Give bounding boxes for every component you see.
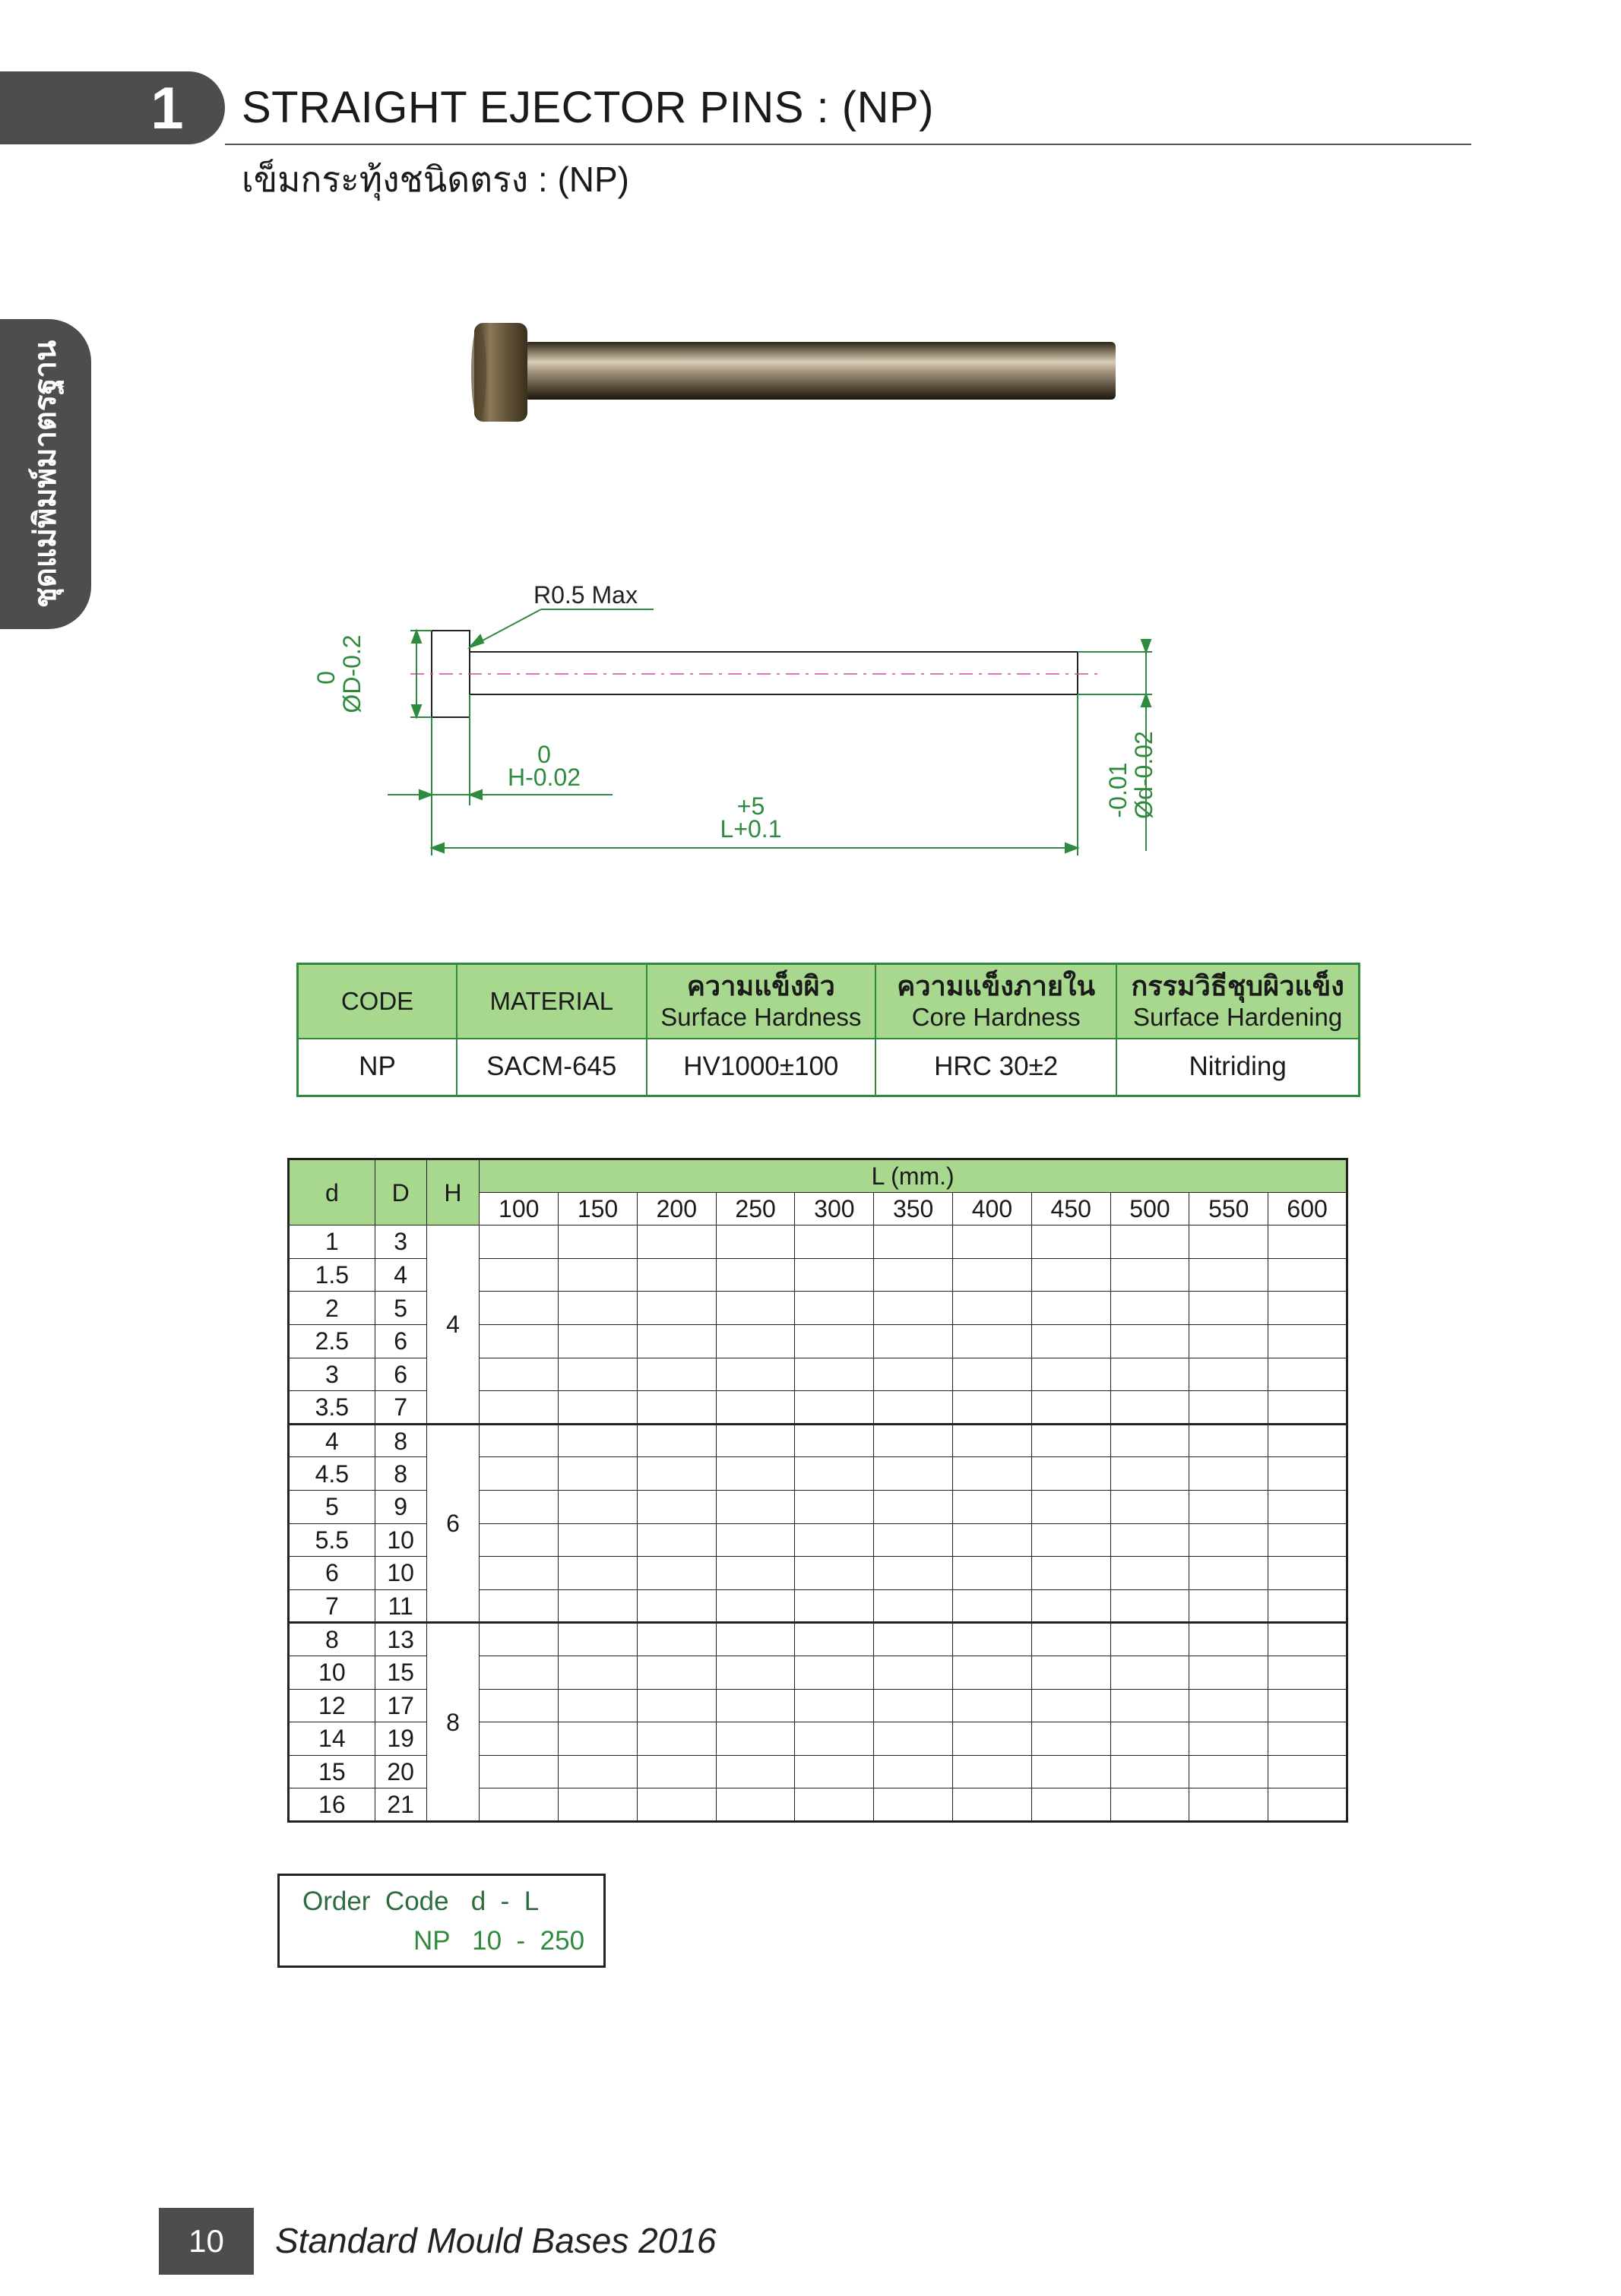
length-header-cell: 300 bbox=[795, 1192, 874, 1225]
availability-cell bbox=[1110, 1391, 1189, 1425]
availability-cell bbox=[1268, 1457, 1347, 1491]
availability-cell bbox=[1189, 1755, 1268, 1788]
availability-cell bbox=[1189, 1589, 1268, 1623]
availability-cell bbox=[795, 1424, 874, 1457]
availability-cell bbox=[480, 1557, 559, 1590]
size-d-cell: 3.5 bbox=[289, 1391, 375, 1425]
availability-cell bbox=[1189, 1623, 1268, 1656]
availability-cell bbox=[1268, 1523, 1347, 1557]
size-D-cell: 3 bbox=[375, 1225, 426, 1259]
availability-cell bbox=[1268, 1391, 1347, 1425]
size-d-cell: 3 bbox=[289, 1358, 375, 1391]
spec-header-material: MATERIAL bbox=[457, 964, 647, 1039]
availability-cell bbox=[716, 1623, 795, 1656]
availability-cell bbox=[637, 1358, 716, 1391]
availability-cell bbox=[559, 1258, 638, 1292]
availability-cell bbox=[559, 1490, 638, 1523]
spec-header-surface-hardening: กรรมวิธีชุบผิวแข็ง Surface Hardening bbox=[1116, 964, 1359, 1039]
availability-cell bbox=[1110, 1358, 1189, 1391]
length-header-cell: 200 bbox=[637, 1192, 716, 1225]
availability-cell bbox=[1268, 1755, 1347, 1788]
size-d-cell: 4 bbox=[289, 1424, 375, 1457]
availability-cell bbox=[795, 1623, 874, 1656]
availability-cell bbox=[480, 1391, 559, 1425]
availability-cell bbox=[559, 1324, 638, 1358]
availability-cell bbox=[637, 1258, 716, 1292]
availability-cell bbox=[874, 1358, 953, 1391]
availability-cell bbox=[559, 1589, 638, 1623]
size-d-cell: 16 bbox=[289, 1788, 375, 1822]
availability-cell bbox=[1110, 1523, 1189, 1557]
order-code-example: NP 10 - 250 bbox=[413, 1926, 585, 1956]
dim-radius-note: R0.5 Max bbox=[533, 581, 638, 609]
size-D-cell: 10 bbox=[375, 1523, 426, 1557]
spec-header-row bbox=[298, 964, 1360, 1039]
spec-material: SACM-645 bbox=[457, 1039, 647, 1096]
availability-cell bbox=[480, 1523, 559, 1557]
size-header-row-1 bbox=[289, 1159, 1347, 1193]
availability-cell bbox=[795, 1656, 874, 1689]
availability-cell bbox=[874, 1324, 953, 1358]
availability-cell bbox=[1110, 1656, 1189, 1689]
availability-cell bbox=[1189, 1324, 1268, 1358]
availability-cell bbox=[1031, 1358, 1110, 1391]
size-D-cell: 19 bbox=[375, 1722, 426, 1756]
size-d-cell: 15 bbox=[289, 1755, 375, 1788]
availability-cell bbox=[953, 1523, 1032, 1557]
availability-cell bbox=[874, 1391, 953, 1425]
availability-cell bbox=[637, 1589, 716, 1623]
size-header-D: D bbox=[375, 1159, 426, 1225]
availability-cell bbox=[559, 1358, 638, 1391]
availability-cell bbox=[1031, 1523, 1110, 1557]
availability-cell bbox=[1268, 1258, 1347, 1292]
availability-cell bbox=[716, 1457, 795, 1491]
availability-cell bbox=[1268, 1557, 1347, 1590]
availability-cell bbox=[1031, 1391, 1110, 1425]
availability-cell bbox=[637, 1755, 716, 1788]
availability-cell bbox=[716, 1788, 795, 1822]
size-d-cell: 7 bbox=[289, 1589, 375, 1623]
availability-cell bbox=[1189, 1225, 1268, 1259]
availability-cell bbox=[1268, 1225, 1347, 1259]
availability-cell bbox=[559, 1755, 638, 1788]
availability-cell bbox=[559, 1292, 638, 1325]
availability-cell bbox=[1031, 1490, 1110, 1523]
availability-cell bbox=[795, 1292, 874, 1325]
availability-cell bbox=[1110, 1490, 1189, 1523]
dim-shaft-dia-upper: -0.01 bbox=[1104, 762, 1132, 818]
availability-cell bbox=[1110, 1589, 1189, 1623]
availability-cell bbox=[874, 1424, 953, 1457]
availability-cell bbox=[559, 1623, 638, 1656]
availability-cell bbox=[637, 1523, 716, 1557]
availability-cell bbox=[716, 1589, 795, 1623]
size-d-cell: 14 bbox=[289, 1722, 375, 1756]
availability-cell bbox=[1031, 1424, 1110, 1457]
availability-cell bbox=[1268, 1324, 1347, 1358]
size-D-cell: 6 bbox=[375, 1358, 426, 1391]
availability-cell bbox=[1110, 1755, 1189, 1788]
availability-cell bbox=[716, 1722, 795, 1756]
size-d-cell: 8 bbox=[289, 1623, 375, 1656]
availability-cell bbox=[874, 1722, 953, 1756]
availability-cell bbox=[1110, 1225, 1189, 1259]
length-header-cell: 100 bbox=[480, 1192, 559, 1225]
availability-cell bbox=[795, 1788, 874, 1822]
size-header-length: L (mm.) bbox=[480, 1159, 1347, 1193]
availability-cell bbox=[1189, 1689, 1268, 1722]
availability-cell bbox=[953, 1623, 1032, 1656]
availability-cell bbox=[1110, 1689, 1189, 1722]
availability-cell bbox=[1031, 1258, 1110, 1292]
availability-cell bbox=[1031, 1722, 1110, 1756]
availability-cell bbox=[874, 1490, 953, 1523]
availability-cell bbox=[637, 1457, 716, 1491]
length-header-cell: 550 bbox=[1189, 1192, 1268, 1225]
size-row bbox=[289, 1623, 1347, 1656]
availability-cell bbox=[1110, 1722, 1189, 1756]
availability-cell bbox=[1268, 1722, 1347, 1756]
availability-cell bbox=[559, 1225, 638, 1259]
availability-cell bbox=[1031, 1292, 1110, 1325]
availability-cell bbox=[1110, 1557, 1189, 1590]
size-d-cell: 6 bbox=[289, 1557, 375, 1590]
spec-surface-hardness: HV1000±100 bbox=[647, 1039, 876, 1096]
availability-cell bbox=[480, 1788, 559, 1822]
availability-cell bbox=[1268, 1623, 1347, 1656]
availability-cell bbox=[716, 1225, 795, 1259]
availability-cell bbox=[874, 1656, 953, 1689]
availability-cell bbox=[795, 1490, 874, 1523]
availability-cell bbox=[716, 1391, 795, 1425]
size-header-d: d bbox=[289, 1159, 375, 1225]
availability-cell bbox=[1031, 1324, 1110, 1358]
side-tab-label: ชุดแม่พิมพ์มาตรฐาน bbox=[29, 340, 62, 609]
availability-cell bbox=[1189, 1490, 1268, 1523]
size-d-cell: 12 bbox=[289, 1689, 375, 1722]
availability-cell bbox=[1268, 1589, 1347, 1623]
size-D-cell: 8 bbox=[375, 1457, 426, 1491]
availability-cell bbox=[1031, 1457, 1110, 1491]
length-header-cell: 600 bbox=[1268, 1192, 1347, 1225]
size-H-cell: 8 bbox=[426, 1623, 480, 1822]
availability-cell bbox=[716, 1358, 795, 1391]
availability-cell bbox=[716, 1258, 795, 1292]
size-D-cell: 7 bbox=[375, 1391, 426, 1425]
availability-cell bbox=[874, 1557, 953, 1590]
size-d-cell: 2.5 bbox=[289, 1324, 375, 1358]
availability-cell bbox=[874, 1755, 953, 1788]
availability-cell bbox=[874, 1589, 953, 1623]
length-header-cell: 450 bbox=[1031, 1192, 1110, 1225]
availability-cell bbox=[1031, 1623, 1110, 1656]
availability-cell bbox=[1110, 1788, 1189, 1822]
availability-cell bbox=[1031, 1788, 1110, 1822]
availability-cell bbox=[874, 1788, 953, 1822]
length-header-cell: 150 bbox=[559, 1192, 638, 1225]
availability-cell bbox=[559, 1722, 638, 1756]
size-D-cell: 17 bbox=[375, 1689, 426, 1722]
availability-cell bbox=[795, 1457, 874, 1491]
size-d-cell: 1.5 bbox=[289, 1258, 375, 1292]
size-D-cell: 8 bbox=[375, 1424, 426, 1457]
dim-length-upper: +5 bbox=[736, 792, 765, 820]
order-code-label: Order Code d - L bbox=[302, 1886, 540, 1916]
availability-cell bbox=[1110, 1258, 1189, 1292]
availability-cell bbox=[1268, 1689, 1347, 1722]
availability-cell bbox=[480, 1722, 559, 1756]
availability-cell bbox=[1268, 1292, 1347, 1325]
footer-title: Standard Mould Bases 2016 bbox=[275, 2221, 717, 2260]
dim-length-lower: L+0.1 bbox=[720, 815, 782, 843]
spec-header-surface-hardness: ความแข็งผิว Surface Hardness bbox=[647, 964, 876, 1039]
availability-cell bbox=[480, 1424, 559, 1457]
availability-cell bbox=[716, 1424, 795, 1457]
availability-cell bbox=[637, 1557, 716, 1590]
size-D-cell: 10 bbox=[375, 1557, 426, 1590]
length-header-cell: 250 bbox=[716, 1192, 795, 1225]
availability-cell bbox=[953, 1391, 1032, 1425]
availability-cell bbox=[953, 1589, 1032, 1623]
dim-head-dia-lower: ØD-0.2 bbox=[338, 634, 366, 713]
availability-cell bbox=[795, 1324, 874, 1358]
size-D-cell: 5 bbox=[375, 1292, 426, 1325]
spec-header-code: CODE bbox=[298, 964, 457, 1039]
availability-cell bbox=[953, 1292, 1032, 1325]
availability-cell bbox=[716, 1523, 795, 1557]
availability-cell bbox=[874, 1523, 953, 1557]
availability-cell bbox=[795, 1755, 874, 1788]
dim-head-h-upper: 0 bbox=[537, 741, 551, 768]
availability-cell bbox=[480, 1457, 559, 1491]
availability-cell bbox=[1268, 1358, 1347, 1391]
dim-head-dia-upper: 0 bbox=[312, 671, 340, 685]
page-subtitle-thai: เข็มกระทุ้งชนิดตรง : (NP) bbox=[242, 160, 629, 199]
availability-cell bbox=[953, 1358, 1032, 1391]
availability-cell bbox=[795, 1689, 874, 1722]
availability-cell bbox=[716, 1324, 795, 1358]
spec-surface-hardening: Nitriding bbox=[1116, 1039, 1359, 1096]
availability-cell bbox=[480, 1589, 559, 1623]
size-d-cell: 5 bbox=[289, 1490, 375, 1523]
spec-header-core-hardness: ความแข็งภายใน Core Hardness bbox=[875, 964, 1116, 1039]
availability-cell bbox=[1268, 1788, 1347, 1822]
availability-cell bbox=[1189, 1722, 1268, 1756]
availability-cell bbox=[953, 1656, 1032, 1689]
availability-cell bbox=[795, 1258, 874, 1292]
availability-cell bbox=[480, 1490, 559, 1523]
availability-cell bbox=[1189, 1391, 1268, 1425]
availability-cell bbox=[480, 1292, 559, 1325]
availability-cell bbox=[637, 1689, 716, 1722]
availability-cell bbox=[953, 1225, 1032, 1259]
availability-cell bbox=[716, 1755, 795, 1788]
availability-cell bbox=[1110, 1292, 1189, 1325]
availability-cell bbox=[480, 1258, 559, 1292]
availability-cell bbox=[953, 1457, 1032, 1491]
availability-cell bbox=[874, 1457, 953, 1491]
availability-cell bbox=[1031, 1755, 1110, 1788]
availability-cell bbox=[716, 1689, 795, 1722]
availability-cell bbox=[637, 1292, 716, 1325]
size-D-cell: 15 bbox=[375, 1656, 426, 1689]
availability-cell bbox=[1189, 1557, 1268, 1590]
availability-cell bbox=[637, 1656, 716, 1689]
size-d-cell: 4.5 bbox=[289, 1457, 375, 1491]
availability-cell bbox=[874, 1689, 953, 1722]
availability-cell bbox=[1031, 1557, 1110, 1590]
availability-cell bbox=[1031, 1656, 1110, 1689]
dim-shaft-dia-lower: Ød-0.02 bbox=[1130, 731, 1157, 819]
availability-cell bbox=[953, 1324, 1032, 1358]
technical-drawing bbox=[289, 562, 1231, 881]
availability-cell bbox=[1110, 1324, 1189, 1358]
length-header-cell: 400 bbox=[953, 1192, 1032, 1225]
size-d-cell: 1 bbox=[289, 1225, 375, 1259]
availability-cell bbox=[637, 1623, 716, 1656]
size-row bbox=[289, 1225, 1347, 1259]
availability-cell bbox=[559, 1391, 638, 1425]
drawing-shaft bbox=[470, 652, 1078, 694]
availability-cell bbox=[637, 1722, 716, 1756]
availability-cell bbox=[1189, 1424, 1268, 1457]
availability-cell bbox=[480, 1755, 559, 1788]
availability-cell bbox=[953, 1258, 1032, 1292]
availability-cell bbox=[795, 1722, 874, 1756]
size-D-cell: 9 bbox=[375, 1490, 426, 1523]
availability-cell bbox=[480, 1358, 559, 1391]
availability-cell bbox=[1110, 1457, 1189, 1491]
availability-cell bbox=[480, 1689, 559, 1722]
availability-cell bbox=[953, 1755, 1032, 1788]
spec-data-row bbox=[298, 1039, 1360, 1096]
availability-cell bbox=[874, 1292, 953, 1325]
availability-cell bbox=[1110, 1424, 1189, 1457]
size-H-cell: 6 bbox=[426, 1424, 480, 1623]
availability-cell bbox=[1031, 1589, 1110, 1623]
availability-cell bbox=[1189, 1258, 1268, 1292]
order-code-box bbox=[277, 1874, 606, 1968]
availability-cell bbox=[1268, 1424, 1347, 1457]
availability-cell bbox=[637, 1391, 716, 1425]
availability-cell bbox=[874, 1225, 953, 1259]
availability-cell bbox=[953, 1689, 1032, 1722]
availability-cell bbox=[637, 1324, 716, 1358]
availability-cell bbox=[1189, 1523, 1268, 1557]
availability-cell bbox=[480, 1623, 559, 1656]
availability-cell bbox=[1268, 1490, 1347, 1523]
availability-cell bbox=[1189, 1358, 1268, 1391]
size-D-cell: 4 bbox=[375, 1258, 426, 1292]
availability-cell bbox=[1110, 1623, 1189, 1656]
size-d-cell: 5.5 bbox=[289, 1523, 375, 1557]
spec-core-hardness: HRC 30±2 bbox=[875, 1039, 1116, 1096]
availability-cell bbox=[795, 1557, 874, 1590]
availability-cell bbox=[1189, 1788, 1268, 1822]
size-D-cell: 6 bbox=[375, 1324, 426, 1358]
availability-cell bbox=[716, 1490, 795, 1523]
availability-cell bbox=[480, 1324, 559, 1358]
size-D-cell: 11 bbox=[375, 1589, 426, 1623]
availability-cell bbox=[953, 1722, 1032, 1756]
availability-cell bbox=[716, 1656, 795, 1689]
availability-cell bbox=[559, 1656, 638, 1689]
availability-cell bbox=[795, 1391, 874, 1425]
availability-cell bbox=[559, 1788, 638, 1822]
availability-cell bbox=[716, 1292, 795, 1325]
availability-cell bbox=[559, 1457, 638, 1491]
availability-cell bbox=[637, 1490, 716, 1523]
section-number: 1 bbox=[150, 74, 184, 141]
availability-cell bbox=[795, 1523, 874, 1557]
availability-cell bbox=[559, 1424, 638, 1457]
availability-cell bbox=[559, 1523, 638, 1557]
page-title: STRAIGHT EJECTOR PINS : (NP) bbox=[242, 83, 934, 132]
availability-cell bbox=[1189, 1457, 1268, 1491]
availability-cell bbox=[716, 1557, 795, 1590]
availability-cell bbox=[1268, 1656, 1347, 1689]
availability-cell bbox=[637, 1424, 716, 1457]
availability-cell bbox=[874, 1258, 953, 1292]
availability-cell bbox=[1189, 1292, 1268, 1325]
availability-cell bbox=[795, 1225, 874, 1259]
availability-cell bbox=[559, 1689, 638, 1722]
availability-cell bbox=[874, 1623, 953, 1656]
availability-cell bbox=[953, 1490, 1032, 1523]
availability-cell bbox=[795, 1589, 874, 1623]
pin-shaft bbox=[524, 342, 1116, 400]
spec-code: NP bbox=[298, 1039, 457, 1096]
ejector-pin-photo bbox=[464, 319, 1132, 433]
availability-cell bbox=[1031, 1689, 1110, 1722]
dim-head-h-lower: H-0.02 bbox=[507, 764, 581, 791]
size-header-H: H bbox=[426, 1159, 480, 1225]
availability-cell bbox=[637, 1225, 716, 1259]
availability-cell bbox=[795, 1358, 874, 1391]
availability-cell bbox=[1031, 1225, 1110, 1259]
spec-table bbox=[296, 963, 1360, 1097]
availability-cell bbox=[637, 1788, 716, 1822]
page-number: 10 bbox=[188, 2223, 224, 2259]
size-table bbox=[287, 1158, 1348, 1823]
size-d-cell: 10 bbox=[289, 1656, 375, 1689]
header-divider bbox=[225, 144, 1471, 145]
length-header-cell: 500 bbox=[1110, 1192, 1189, 1225]
availability-cell bbox=[1189, 1656, 1268, 1689]
availability-cell bbox=[953, 1557, 1032, 1590]
availability-cell bbox=[559, 1557, 638, 1590]
size-d-cell: 2 bbox=[289, 1292, 375, 1325]
availability-cell bbox=[953, 1424, 1032, 1457]
length-header-cell: 350 bbox=[874, 1192, 953, 1225]
availability-cell bbox=[480, 1225, 559, 1259]
size-D-cell: 20 bbox=[375, 1755, 426, 1788]
size-H-cell: 4 bbox=[426, 1225, 480, 1425]
availability-cell bbox=[480, 1656, 559, 1689]
availability-cell bbox=[953, 1788, 1032, 1822]
size-D-cell: 21 bbox=[375, 1788, 426, 1822]
size-D-cell: 13 bbox=[375, 1623, 426, 1656]
size-row bbox=[289, 1424, 1347, 1457]
